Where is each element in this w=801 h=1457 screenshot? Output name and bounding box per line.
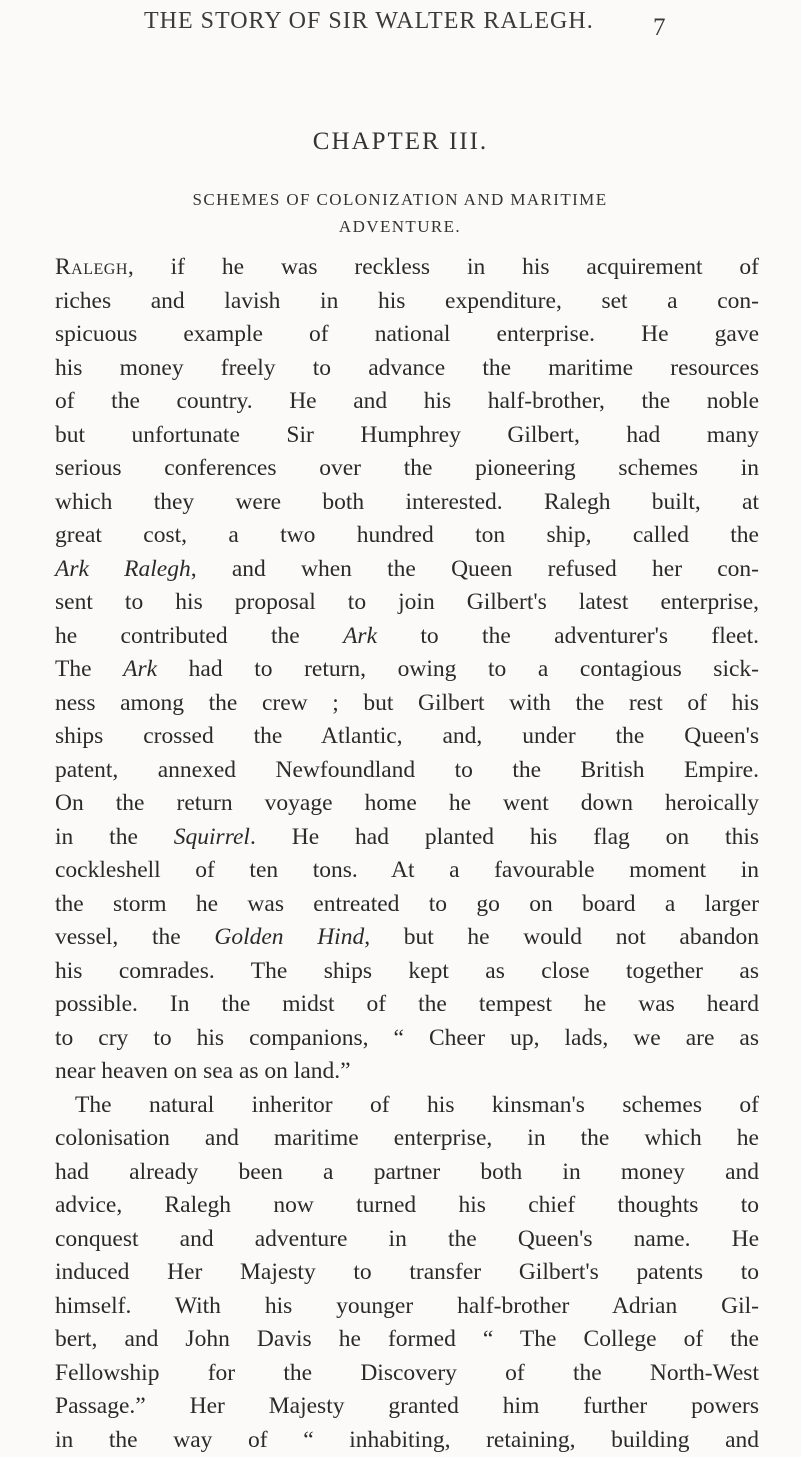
text-line: possible. In the midst of the tempest he was heard [55, 988, 759, 1022]
text-line [55, 921, 759, 955]
running-head [0, 8, 801, 48]
text-line: advice, Ralegh now turned his chief thoughts to [55, 1189, 759, 1223]
text-span: , if he was reckless in his acquirement of [128, 254, 759, 280]
text-line: in the way of “ inhabiting, retaining, building and [55, 1424, 759, 1457]
text-line: conquest and adventure in the Queen's name. He [55, 1223, 759, 1257]
text-line: patent, annexed Newfoundland to the British Empire. [55, 754, 759, 788]
text-line: sent to his proposal to join Gilbert's latest enterprise, [55, 586, 759, 620]
text-span: , and when the Queen refused her con- [191, 556, 759, 582]
ship-name-italic: Ark [343, 623, 377, 649]
text-line [55, 653, 759, 687]
text-line: of the country. He and his half-brother, the noble [55, 385, 759, 419]
text-span: vessel, the [55, 924, 214, 950]
text-line: his comrades. The ships kept as close together as [55, 955, 759, 989]
chapter-subtitle-line-1: SCHEMES OF COLONIZATION AND MARITIME [120, 186, 680, 213]
text-line: himself. With his younger half-brother Adrian Gil- [55, 1290, 759, 1324]
text-line: induced Her Majesty to transfer Gilbert's patents to [55, 1256, 759, 1290]
text-line: to cry to his companions, “ Cheer up, lads, we are as [55, 1022, 759, 1056]
text-line: great cost, a two hundred ton ship, called the [55, 519, 759, 553]
small-caps-opening: Ralegh [55, 254, 128, 280]
running-title: THE STORY OF SIR WALTER RALEGH. [144, 8, 594, 35]
text-line [55, 821, 759, 855]
text-line: ships crossed the Atlantic, and, under the Queen's [55, 720, 759, 754]
text-line: the storm he was entreated to go on board a larger [55, 888, 759, 922]
text-line: which they were both interested. Ralegh built, at [55, 486, 759, 520]
chapter-subtitle-line-2: ADVENTURE. [120, 213, 680, 240]
chapter-subtitle [120, 186, 680, 240]
text-span: in the [55, 824, 174, 850]
text-line: his money freely to advance the maritime resources [55, 352, 759, 386]
ship-name-italic: Squirrel [174, 824, 250, 850]
text-line: had already been a partner both in money and [55, 1156, 759, 1190]
text-line: serious conferences over the pioneering schemes in [55, 452, 759, 486]
text-line: bert, and John Davis he formed “ The College of the [55, 1323, 759, 1357]
text-line: but unfortunate Sir Humphrey Gilbert, had many [55, 419, 759, 453]
text-line [55, 251, 759, 285]
text-line: spicuous example of national enterprise. He gave [55, 318, 759, 352]
text-line [55, 553, 759, 587]
text-line: riches and lavish in his expenditure, set a con- [55, 285, 759, 319]
ship-name-italic: Golden Hind [214, 924, 364, 950]
text-span: had to return, owing to a contagious sick- [157, 656, 759, 682]
ship-name-italic: Ark [123, 656, 157, 682]
page-number: 7 [653, 14, 666, 42]
text-line: The natural inheritor of his kinsman's schemes of [55, 1089, 759, 1123]
text-span: he contributed the [55, 623, 343, 649]
text-span: , but he would not abandon [364, 924, 759, 950]
chapter-title: CHAPTER III. [0, 128, 801, 156]
text-span: . He had planted his flag on this [250, 824, 759, 850]
text-line: cockleshell of ten tons. At a favourable moment in [55, 854, 759, 888]
ship-name-italic: Ark Ralegh [55, 556, 191, 582]
text-span: to the adventurer's fleet. [377, 623, 759, 649]
text-line: Passage.” Her Majesty granted him further powers [55, 1390, 759, 1424]
text-line: On the return voyage home he went down heroically [55, 787, 759, 821]
text-span: The [55, 656, 123, 682]
body-text [55, 251, 759, 1457]
text-line: colonisation and maritime enterprise, in the which he [55, 1122, 759, 1156]
text-line: near heaven on sea as on land.” [55, 1055, 759, 1089]
text-line [55, 620, 759, 654]
text-line: ness among the crew ; but Gilbert with the rest of his [55, 687, 759, 721]
text-line: Fellowship for the Discovery of the North-West [55, 1357, 759, 1391]
